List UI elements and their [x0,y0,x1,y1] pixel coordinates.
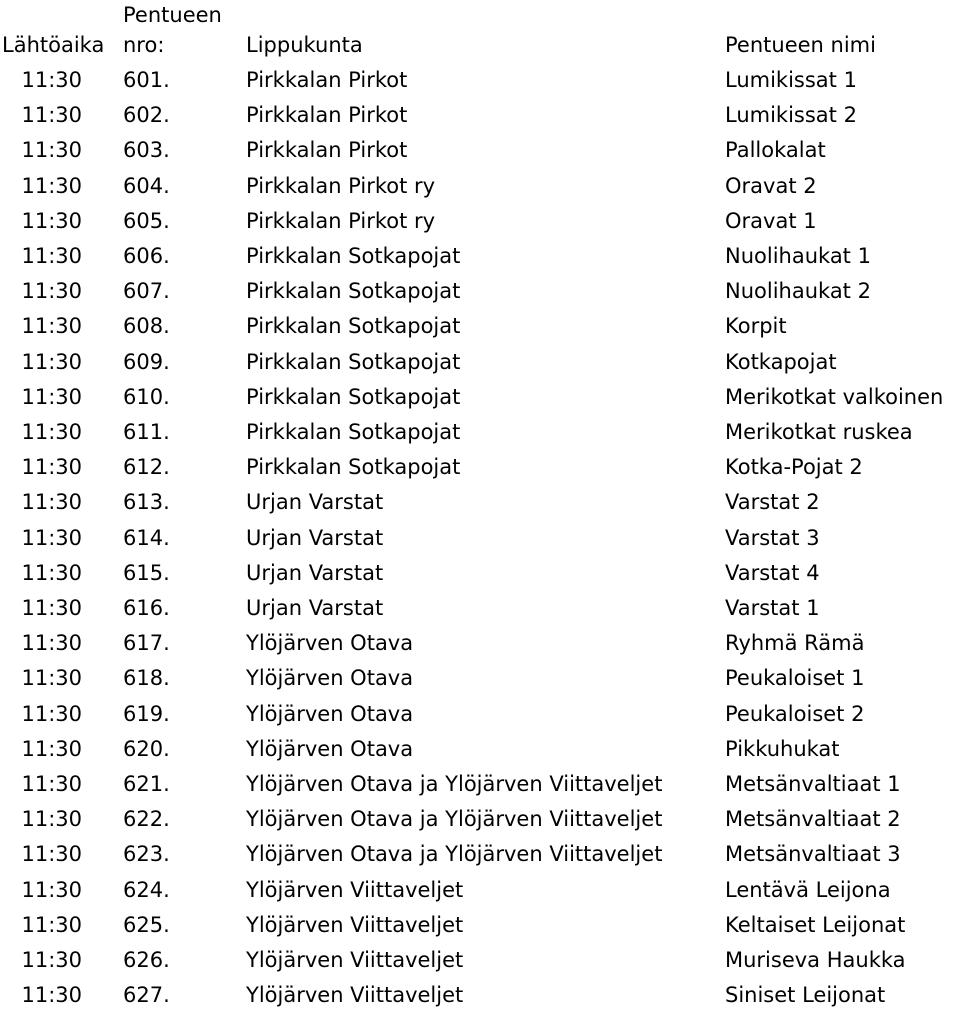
start-time: 11:30 [21,208,82,233]
team-name: Merikotkat valkoinen [725,384,944,409]
start-time: 11:30 [21,420,82,444]
team-name: Varstat 4 [725,560,820,585]
header-lippukunta: Lippukunta [246,33,363,57]
team-number: 617. [123,631,170,656]
scout-group: Pirkkalan Sotkapojat [246,279,461,304]
team-number: 602. [123,103,170,128]
scout-group: Pirkkalan Pirkot [246,103,408,128]
team-name: Keltaiset Leijonat [725,912,906,937]
team-number: 615. [123,560,170,585]
scout-group: Ylöjärven Viittaveljet [246,983,464,1008]
scout-group: Pirkkalan Sotkapojat [246,244,461,268]
header-time: Lähtöaika [2,33,105,57]
start-time: 11:30 [21,560,82,585]
team-number: 626. [123,948,170,972]
start-time: 11:30 [21,314,82,339]
start-time: 11:30 [21,384,82,409]
team-number: 618. [123,666,170,691]
scout-group: Pirkkalan Pirkot [246,68,408,92]
scout-group: Urjan Varstat [246,596,384,620]
start-time: 11:30 [21,842,82,867]
start-time: 11:30 [21,807,82,832]
team-name: Merikotkat ruskea [725,420,913,444]
team-number: 601. [123,68,170,92]
team-name: Peukaloiset 2 [725,701,865,726]
team-name: Siniset Leijonat [725,983,886,1008]
scout-group: Ylöjärven Otava ja Ylöjärven Viittaveljet [246,842,663,867]
team-number: 612. [123,455,170,480]
team-number: 606. [123,244,170,268]
team-name: Korpit [725,314,787,339]
start-time: 11:30 [21,349,82,374]
start-time: 11:30 [21,138,82,163]
scout-group: Pirkkalan Sotkapojat [246,349,461,374]
team-name: Lumikissat 2 [725,103,857,128]
start-time: 11:30 [21,173,82,198]
team-name: Metsänvaltiaat 3 [725,842,901,867]
scout-group: Ylöjärven Otava ja Ylöjärven Viittaveljet [246,807,663,832]
team-number: 623. [123,842,170,867]
scout-group: Ylöjärven Otava [246,701,414,726]
team-number: 610. [123,384,170,409]
start-time: 11:30 [21,666,82,691]
scout-group: Ylöjärven Viittaveljet [246,877,464,902]
team-number: 611. [123,420,170,444]
scout-group: Pirkkalan Sotkapojat [246,420,461,444]
header-nimi: Pentueen nimi [725,33,876,57]
start-time: 11:30 [21,912,82,937]
team-name: Nuolihaukat 1 [725,244,871,268]
team-name: Peukaloiset 1 [725,666,865,691]
scout-group: Pirkkalan Sotkapojat [246,314,461,339]
team-number: 627. [123,983,170,1008]
scout-group: Ylöjärven Viittaveljet [246,948,464,972]
start-time: 11:30 [21,631,82,656]
scout-group: Ylöjärven Otava [246,631,414,656]
team-name: Metsänvaltiaat 2 [725,807,901,832]
start-time: 11:30 [21,736,82,761]
start-time: 11:30 [21,490,82,515]
team-number: 625. [123,912,170,937]
team-name: Kotkapojat [725,349,837,374]
scout-group: Pirkkalan Sotkapojat [246,384,461,409]
team-name: Oravat 1 [725,208,817,233]
team-name: Lentävä Leijona [725,877,891,902]
team-name: Nuolihaukat 2 [725,279,871,304]
team-number: 604. [123,173,170,198]
team-number: 613. [123,490,170,515]
scout-group: Pirkkalan Pirkot ry [246,173,436,198]
start-time: 11:30 [21,525,82,550]
team-name: Varstat 2 [725,490,820,515]
team-number: 622. [123,807,170,832]
scout-group: Ylöjärven Otava [246,736,414,761]
team-number: 605. [123,208,170,233]
start-time: 11:30 [21,68,82,92]
team-number: 616. [123,596,170,620]
team-number: 607. [123,279,170,304]
scout-group: Urjan Varstat [246,490,384,515]
start-time: 11:30 [21,244,82,268]
team-number: 609. [123,349,170,374]
scout-group: Urjan Varstat [246,560,384,585]
team-number: 619. [123,701,170,726]
team-name: Lumikissat 1 [725,68,857,92]
team-name: Varstat 3 [725,525,820,550]
scout-group: Ylöjärven Viittaveljet [246,912,464,937]
team-number: 614. [123,525,170,550]
team-number: 621. [123,772,170,796]
team-number: 624. [123,877,170,902]
start-time: 11:30 [21,877,82,902]
team-name: Oravat 2 [725,173,817,198]
start-time: 11:30 [21,701,82,726]
team-name: Kotka-Pojat 2 [725,455,863,480]
team-name: Muriseva Haukka [725,948,906,972]
start-time: 11:30 [21,948,82,972]
team-name: Ryhmä Rämä [725,631,865,656]
team-name: Pallokalat [725,138,826,163]
start-time: 11:30 [21,772,82,796]
header-nro-line1: Pentueen [123,3,222,27]
start-time: 11:30 [21,103,82,128]
team-name: Metsänvaltiaat 1 [725,772,901,796]
team-number: 603. [123,138,170,163]
scout-group: Ylöjärven Otava ja Ylöjärven Viittaveljet [246,772,663,796]
start-time: 11:30 [21,279,82,304]
scout-group: Pirkkalan Pirkot [246,138,408,163]
team-number: 608. [123,314,170,339]
scout-group: Urjan Varstat [246,525,384,550]
team-name: Varstat 1 [725,596,820,620]
scout-group: Pirkkalan Sotkapojat [246,455,461,480]
start-time: 11:30 [21,596,82,620]
start-time: 11:30 [21,455,82,480]
team-name: Pikkuhukat [725,736,840,761]
header-nro-line2: nro: [123,33,165,57]
scout-group: Ylöjärven Otava [246,666,414,691]
start-time: 11:30 [21,983,82,1008]
scout-group: Pirkkalan Pirkot ry [246,208,436,233]
team-number: 620. [123,736,170,761]
